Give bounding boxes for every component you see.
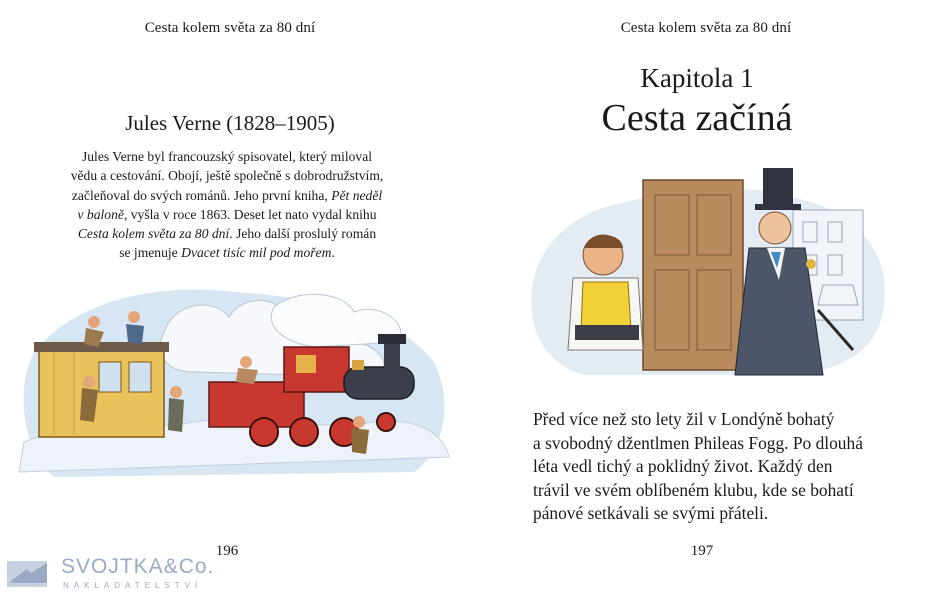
bio-italic-segment: v baloně (77, 206, 124, 222)
phileas-fogg-illustration (523, 160, 893, 380)
running-head: Cesta kolem světa za 80 dní (620, 20, 792, 36)
bio-segment: vědu a cestování. Obojí, ještě společně s dobrodružstvím, (70, 168, 384, 184)
story-text (533, 408, 913, 526)
left-page (0, 0, 470, 600)
bio-text (62, 147, 392, 263)
story-line: Před více než sto lety žil v Londýně bohatý (533, 409, 835, 429)
publisher-name: SVOJTKA&Co. (61, 555, 215, 578)
publisher-subtitle: NAKLADATELSTVÍ (63, 581, 203, 590)
bio-segment: Jules Verne byl francouzský spisovatel, který miloval (81, 149, 373, 164)
story-line: trávil ve svém oblíbeném klubu, kde se bohatí (533, 479, 854, 500)
chapter-label: Kapitola 1 (640, 63, 754, 93)
train-illustration (14, 272, 454, 482)
bio-segment: . (331, 245, 335, 261)
bio-segment: , vyšla v roce 1863. Deset let nato vydal knihu (123, 206, 377, 222)
bio-heading: Jules Verne (1828–1905) (125, 111, 335, 135)
story-line: a svobodný džentlmen Phileas Fogg. Po dlouhá (533, 432, 863, 453)
story-line: léta vedl tichý a poklidný život. Každý den (533, 456, 833, 477)
bio-line (62, 147, 392, 166)
bio-line (62, 166, 392, 185)
page-number: 197 (690, 543, 714, 559)
book-logo-icon (5, 555, 53, 591)
bio-segment: . Jeho další proslulý román (229, 226, 377, 242)
bio-segment: začleňoval do svých románů. Jeho první kniha, (71, 187, 332, 203)
bio-line (62, 243, 392, 262)
bio-segment: se jmenuje (119, 245, 182, 261)
running-head: Cesta kolem světa za 80 dní (144, 20, 316, 36)
right-page (471, 0, 941, 600)
bio-line (62, 186, 392, 205)
bio-italic-segment: Dvacet tisíc mil pod mořem (181, 245, 332, 261)
bio-italic-segment: Pět neděl (331, 187, 383, 203)
bio-line (62, 224, 392, 243)
page-number: 196 (215, 543, 239, 559)
story-line: pánové setkávali se svými přáteli. (533, 503, 769, 524)
publisher-logo (5, 553, 215, 595)
bio-italic-segment: Cesta kolem světa za 80 dní (77, 226, 230, 242)
bio-line (62, 205, 392, 224)
chapter-title: Cesta začíná (601, 97, 793, 139)
